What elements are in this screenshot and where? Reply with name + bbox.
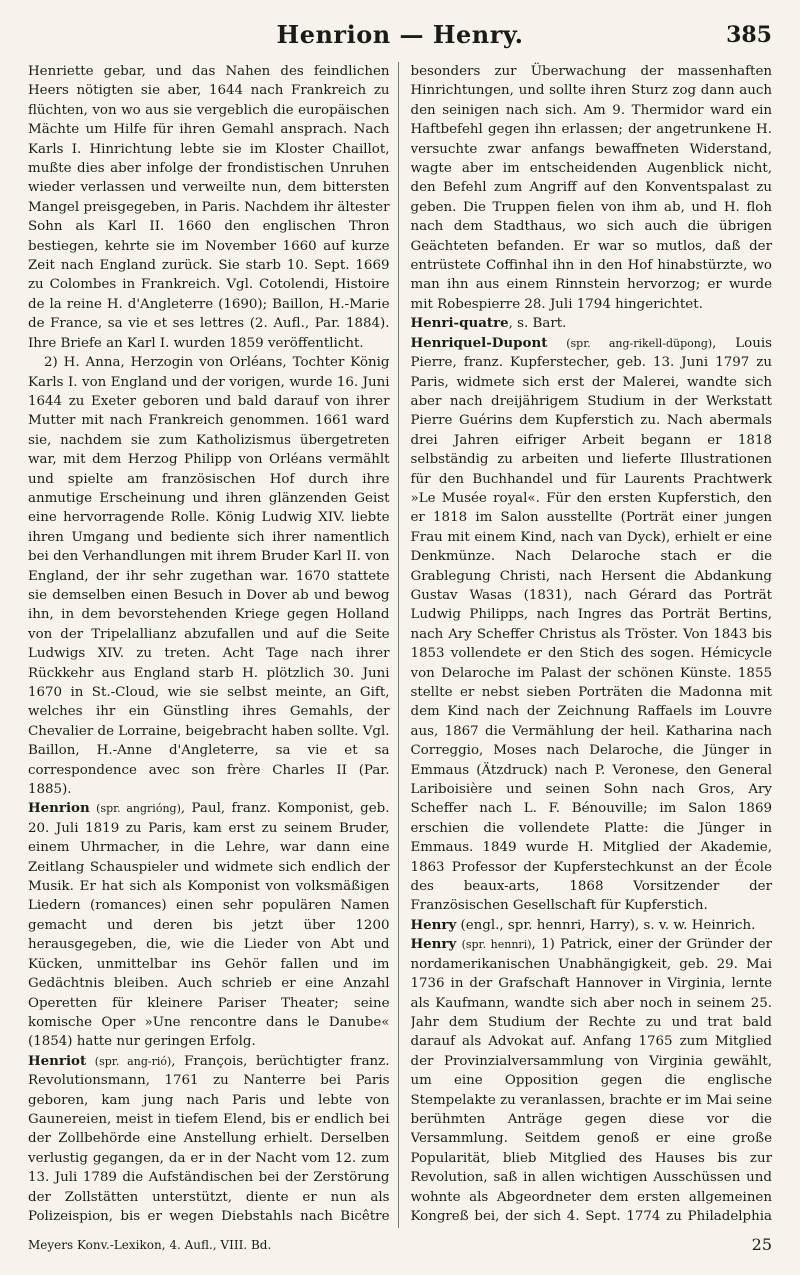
- paragraph-anna-orleans: 2) H. Anna, Herzogin von Orléans, Tochter König Karls I. von England und der vorigen, wurde 16. Juni 1644 zu Exeter geboren und bald darauf von ihrer Mutter mit nach Frankreich genommen. 1661 ward sie, nachdem sie zum Katholizismus übergetreten war, mit dem Herzog Philipp von Orléans vermählt und spielte am französischen Hof durch ihre anmutige Erscheinung und ihren glänzenden Geist eine hervorragende Rolle. König Ludwig XIV. liebte ihren Umgang und bediente sich ihrer namentlich bei den Verhandlungen mit ihrem Bruder Karl II. von England, der ihr sehr zugethan war. 1670 stattete sie demselben einen Besuch in Dover ab und bewog ihn, in dem bevorstehenden Kriege gegen Holland von der Tripelallianz abzufallen und auf die Seite Ludwigs XIV. zu treten. Acht Tage nach ihrer Rückkehr aus England starb H. plötzlich 30. Juni 1670 in St.-Cloud, wie sie selbst meinte, an Gift, welches ihr ein Günstling ihres Gemahls, der Chevalier de Lorraine, beigebracht haben sollte. Vgl. Baillon, H.-Anne d'Angleterre, sa vie et sa correspondence avec son frère Charles II (Par. 1885).: [28, 355, 390, 798]
- pronunciation-henrion: (spr. angrióng): [96, 802, 181, 816]
- entry-henry-patrick: [411, 935, 773, 1228]
- pronunciation-henry: (spr. hennri): [461, 938, 532, 952]
- text-columns: [28, 62, 772, 1228]
- entry-text-henriot: , François, berüchtigter franz. Revolutionsmann, 1761 zu Nanterre bei Paris geboren, kam jung nach Paris und lebte von Gaunereien, meist in tiefem Elend, bis er endlich bei der Zollbehörde eine Anstellung erhielt. Derselben verlustig gegangen, da er in der Nacht vom 12. zum 13. Juli 1789 die Aufständischen bei der Zerstörung der Zollstätten unterstützt, diente er nun als Polizeispion, bis er wegen Diebstahls nach Bicêtre: [28, 1053, 390, 1224]
- headword-henriquel-dupont: Henriquel-Dupont: [410, 334, 548, 351]
- paragraph-henriot-cont: besonders zur Überwachung der massenhaften Hinrichtungen, und sollte ihren Sturz zog dann auch den seinigen nach sich. Am 9. Thermidor ward ein Haftbefehl gegen ihn erlassen; der angetrunkene H. versuchte zwar anfangs bewaffneten Widerstand, wagte aber im entscheidenden Augenblick nicht, den Befehl zum Angriff auf den Konventspalast zu geben. Die Truppen fielen von ihm ab, und H. floh nach dem Stadthaus, wo sich auch die übrigen Geächteten befanden. Er war so mutlos, daß der entrüstete Coffinhal ihn in den Hof hinabstürzte, wo man ihn aus einem Rinnstein hervorzog; er wurde mit Robespierre 28. Juli 1794 hingerichtet.: [410, 64, 772, 312]
- entry-henriquel-dupont: [411, 334, 773, 916]
- running-title: Henrion — Henry.: [276, 20, 524, 49]
- entry-text-henry-engl: (engl., spr. hennri, Harry), s. v. w. Heinrich.: [456, 917, 756, 933]
- headword-henri-quatre: Henri-quatre: [410, 315, 509, 332]
- headword-henry: Henry: [410, 936, 457, 953]
- entry-text-henry: , 1) Patrick, einer der Gründer der nordamerikanischen Unabhängigkeit, geb. 29. Mai 1736 in der Grafschaft Hannover in Virginia, lernte als Kaufmann, wandte sich aber noch in seinem 25. Jahr dem Studium der Rechte zu und trat bald darauf als Advokat auf. Anfang 1765 zum Mitglied der Provinzialversammlung von Virginia gewählt, um eine Opposition gegen die englische Stempelakte zu veranlassen, brachte er im Mai seine berühmten Anträge gegen diese vor die Versammlung. Seitdem genoß er eine große Popularität, blieb Mitglied des Hauses bis zur Revolution, saß in allen wichtigen Ausschüssen und wohnte als Abgeordneter dem ersten allgemeinen Kongreß bei, der sich 4. Sept. 1774 zu Philadelphia: [410, 937, 772, 1224]
- signature-mark: 25: [751, 1235, 772, 1254]
- left-column: [28, 62, 399, 1228]
- entry-text-henri-quatre: , s. Bart.: [508, 316, 567, 332]
- headword-henrion: Henrion: [28, 800, 90, 817]
- entry-henrion: [28, 799, 390, 1051]
- page-footer: [28, 1235, 772, 1258]
- right-column: [411, 62, 773, 1228]
- pronunciation-henriot: (spr. ang-rió): [94, 1054, 172, 1068]
- footer-source: Meyers Konv.-Lexikon, 4. Aufl., VIII. Bd.: [28, 1238, 272, 1252]
- page-number: 385: [726, 22, 772, 48]
- headword-henriot: Henriot: [28, 1052, 87, 1069]
- pronunciation-henriquel-dupont: (spr. ang-rikell-düpong): [566, 336, 713, 350]
- page-header: [28, 20, 772, 52]
- headword-henry-engl: Henry: [410, 916, 457, 933]
- entry-henry-engl: [411, 916, 773, 935]
- entry-henriot: [28, 1052, 390, 1228]
- entry-henri-quatre: [411, 314, 773, 333]
- entry-text-henriquel-dupont: , Louis Pierre, franz. Kupferstecher, geb. 13. Juni 1797 zu Paris, widmete sich erst der Malerei, wandte sich aber nach dreijährigem Studium in der Werkstatt Pierre Guérins dem Kupferstich zu. Nach abermals drei Jahren eifriger Arbeit begann er 1818 selbständig zu arbeiten und lieferte Illustrationen für den Buchhandel und für Laurents Prachtwerk »Le Musée royal«. Für den ersten Kupferstich, den er 1818 im Salon ausstellte (Porträt einer jungen Frau mit einem Kind, nach van Dyck), erhielt er eine Denkmünze. Nach Delaroche stach er die Grablegung Christi, nach Hersent die Abdankung Gustav Wasas (1831), nach Gérard das Porträt Ludwig Philipps, nach Ingres das Porträt Bertins, nach Ary Scheffer Christus als Tröster. Von 1843 bis 1853 vollendete er den Stich des sogen. Hémicycle von Delaroche im Palast der schönen Künste. 1855 stellte er nebst sieben Porträten die Madonna mit dem Kind nach der Zeichnung Raffaels im Louvre aus, 1867 die Vermählung der heil. Katharina nach Correggio, Moses nach Delaroche, die Jünger in Emmaus (Ätzdruck) nach P. Veronese, den General Lariboisière und seinen Sohn nach Gros, Ary Scheffer nach L. F. Bénouville; im Salon 1869 erschien die vollendete Platte: die Jünger in Emmaus. 1849 wurde H. Mitglied der Akademie, 1863 Professor der Kupferstechkunst an der École des beaux-arts, 1868 Vorsitzender der Französischen Gesellschaft für Kupferstich.: [410, 335, 772, 914]
- paragraph-henriette-cont: Henriette gebar, und das Nahen des feindlichen Heers nötigten sie aber, 1644 nach Frankreich zu flüchten, von wo aus sie vergeblich die europäischen Mächte um Hilfe für ihren Gemahl ansprach. Nach Karls I. Hinrichtung lebte sie im Kloster Chaillot, mußte dies aber infolge der frondistischen Unruhen wieder verlassen und verweilte nun, dem bittersten Mangel preisgegeben, in Paris. Nachdem ihr ältester Sohn als Karl II. 1660 den englischen Thron bestiegen, kehrte sie im November 1660 auf kurze Zeit nach England zurück. Sie starb 10. Sept. 1669 zu Colombes in Frankreich. Vgl. Cotolendi, Histoire de la reine H. d'Angleterre (1690); Baillon, H.-Marie de France, sa vie et ses lettres (2. Aufl., Par. 1884). Ihre Briefe an Karl I. wurden 1859 veröffentlicht.: [28, 64, 390, 351]
- entry-text-henrion: , Paul, franz. Komponist, geb. 20. Juli 1819 zu Paris, kam erst zu seinem Bruder, einem Uhrmacher, in die Lehre, war dann eine Zeitlang Schauspieler und widmete sich endlich der Musik. Er hat sich als Komponist von volksmäßigen Liedern (romances) einen sehr populären Namen gemacht und deren bis jetzt über 1200 herausgegeben, die, wie die Lieder von Abt und Kücken, unmittelbar ins Gehör fallen und im Gedächtnis bleiben. Auch schrieb er eine Anzahl Operetten für kleinere Pariser Theater; seine komische Oper »Une rencontre dans le Danube« (1854) hatte nur geringen Erfolg.: [28, 801, 390, 1050]
